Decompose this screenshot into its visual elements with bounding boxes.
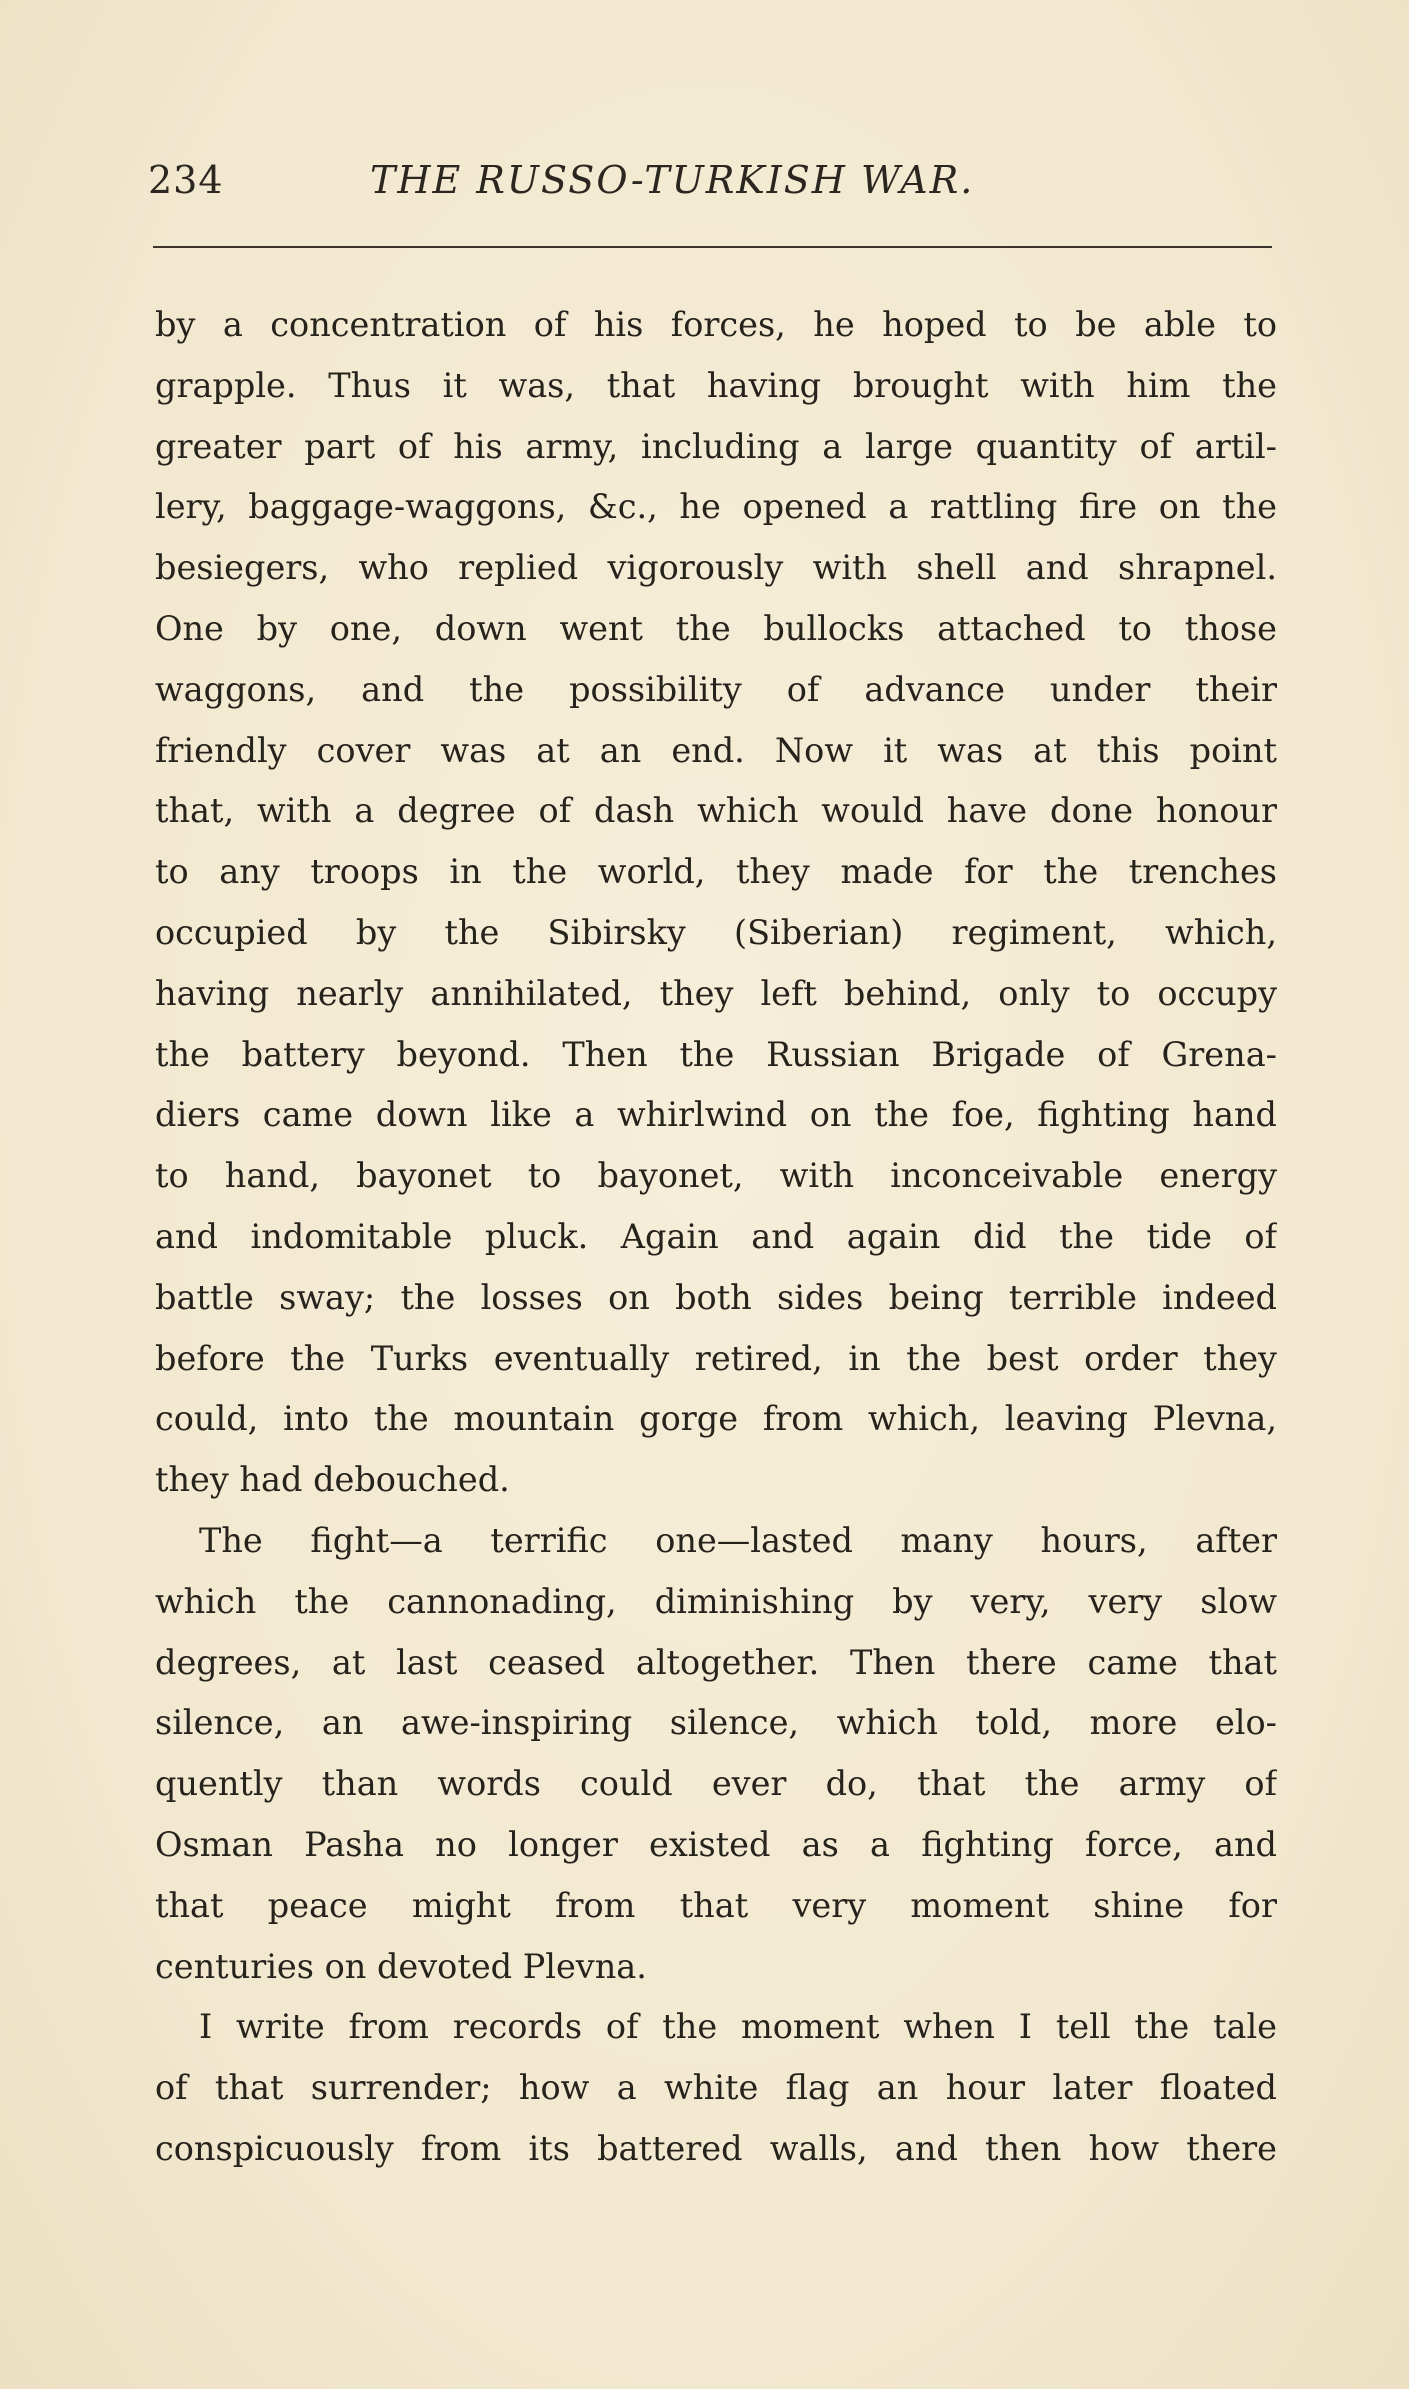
- text-line: of that surrender; how a white flag an hour later floated: [155, 2068, 1277, 2108]
- text-line: greater part of his army, including a large quantity of artil-: [155, 426, 1277, 466]
- text-line: by a concentration of his forces, he hoped to be able to: [155, 305, 1277, 344]
- text-line: besiegers, who replied vigorously with shell and shrapnel.: [155, 548, 1277, 588]
- text-line: One by one, down went the bullocks attached to those: [155, 608, 1277, 648]
- header-rule: [153, 246, 1272, 248]
- text-line: before the Turks eventually retired, in the best order they: [155, 1338, 1277, 1378]
- text-line: the battery beyond. Then the Russian Brigade of Grena-: [155, 1034, 1277, 1074]
- text-line: The fight—a terrific one—lasted many hours, after: [199, 1520, 1277, 1560]
- text-line: that peace might from that very moment shine for: [155, 1885, 1277, 1925]
- text-line: having nearly annihilated, they left behind, only to occupy: [155, 973, 1277, 1013]
- text-line: waggons, and the possibility of advance under their: [155, 669, 1277, 709]
- text-line: which the cannonading, diminishing by very, very slow: [155, 1581, 1277, 1621]
- text-line: degrees, at last ceased altogether. Then there came that: [155, 1642, 1277, 1682]
- text-line: to hand, bayonet to bayonet, with inconceivable energy: [155, 1156, 1277, 1196]
- page-number: 234: [148, 158, 224, 202]
- text-line: that, with a degree of dash which would have done honour: [155, 791, 1277, 831]
- running-title: THE RUSSO-TURKISH WAR.: [370, 158, 975, 202]
- text-line: battle sway; the losses on both sides being terrible indeed: [155, 1277, 1277, 1317]
- text-line: conspicuously from its battered walls, and then how there: [155, 2128, 1277, 2168]
- text-line: could, into the mountain gorge from which, leaving Plevna,: [155, 1399, 1277, 1439]
- body-text: [155, 295, 1277, 2180]
- text-line: I write from records of the moment when I tell the tale: [199, 2007, 1277, 2047]
- text-line: silence, an awe-inspiring silence, which told, more elo-: [155, 1703, 1277, 1743]
- page-header: [148, 158, 1273, 218]
- text-line: to any troops in the world, they made for the trenches: [155, 852, 1277, 892]
- text-line: grapple. Thus it was, that having brought with him the: [155, 365, 1277, 405]
- text-line: quently than words could ever do, that the army of: [155, 1764, 1277, 1804]
- text-line: Osman Pasha no longer existed as a fighting force, and: [155, 1824, 1277, 1864]
- text-line: they had debouched.: [155, 1460, 510, 1500]
- text-line: friendly cover was at an end. Now it was at this point: [155, 730, 1277, 770]
- text-line: and indomitable pluck. Again and again did the tide of: [155, 1216, 1277, 1256]
- text-line: lery, baggage-waggons, &c., he opened a rattling fire on the: [155, 487, 1277, 527]
- text-line: diers came down like a whirlwind on the foe, fighting hand: [155, 1095, 1277, 1135]
- text-line: centuries on devoted Plevna.: [155, 1946, 647, 1986]
- text-line: occupied by the Sibirsky (Siberian) regiment, which,: [155, 912, 1277, 952]
